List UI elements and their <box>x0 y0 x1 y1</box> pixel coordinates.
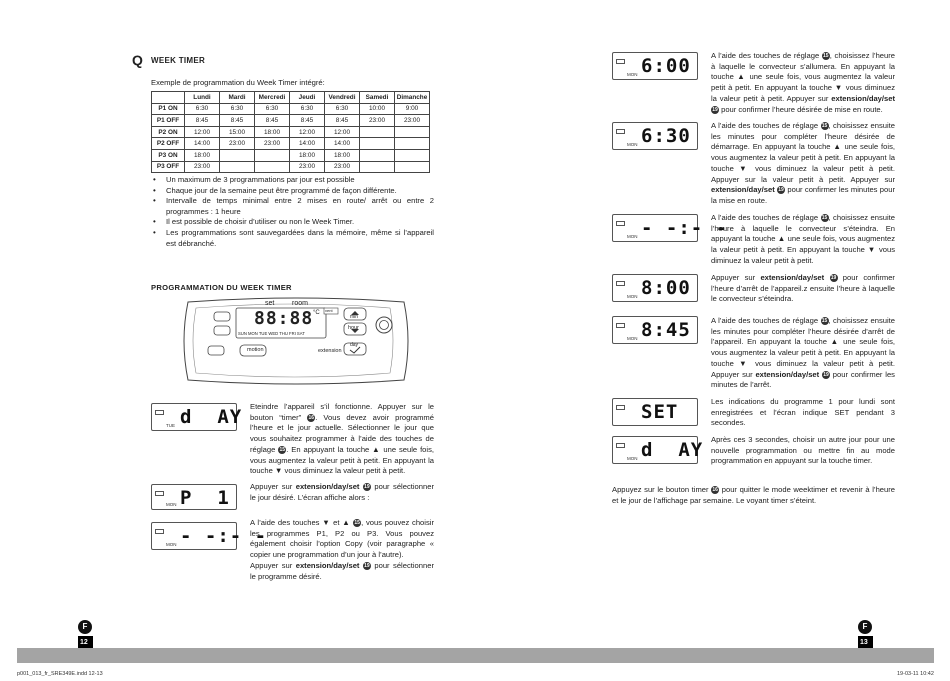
table-row <box>152 103 430 115</box>
lcd-display <box>612 52 698 80</box>
table-cell: 23:00 <box>185 161 220 173</box>
table-cell: 12:00 <box>325 126 360 138</box>
table-cell <box>395 149 430 161</box>
table-cell: 8:45 <box>290 115 325 127</box>
lcd-text: 6:30 <box>641 125 691 147</box>
table-cell: 8:45 <box>185 115 220 127</box>
table-cell <box>360 138 395 150</box>
lcd-text: 6:00 <box>641 55 691 77</box>
table-cell: 18:00 <box>290 149 325 161</box>
table-row <box>152 138 430 150</box>
table-intro: Exemple de programmation du Week Timer intégré: <box>151 78 325 87</box>
table-header: Dimanche <box>395 92 430 104</box>
panel-hour-button[interactable]: hour <box>348 325 360 331</box>
table-row <box>152 115 430 127</box>
lcd-text: 8:00 <box>641 277 691 299</box>
table-cell: 18:00 <box>255 126 290 138</box>
lcd-text: P 1 <box>180 487 230 509</box>
section-title: WEEK TIMER <box>151 56 206 65</box>
list-item: • Il est possible de choisir d’utiliser ou non le Week Timer. <box>151 217 434 228</box>
lcd-display <box>612 274 698 302</box>
control-panel-illustration <box>180 296 412 386</box>
lcd-text: - -:- - <box>641 217 729 239</box>
lcd-display <box>151 522 268 550</box>
step-text: Eteindre l’appareil s’il fonctionne. Appuyer sur le bouton “timer” 16. Vous devez avoir programmé l’heure et le jour actuelle. Sélectionner le jour que vous souhaitez programmer à l’aide des touches de réglage 15. En appuyant la touche ▲ une seule fois, vous augmentez la valeur petit à petit. En appuyant la touche ▼ vous diminuez la valeur petit à petit. <box>250 402 434 476</box>
panel-day-button[interactable]: day <box>350 342 359 348</box>
row-header: P2 ON <box>152 126 185 138</box>
table-cell: 12:00 <box>290 126 325 138</box>
table-row <box>152 149 430 161</box>
table-cell: 8:45 <box>325 115 360 127</box>
table-cell <box>395 138 430 150</box>
table-cell <box>395 161 430 173</box>
table-cell <box>360 161 395 173</box>
lcd-display <box>612 398 698 426</box>
feature-list <box>151 175 434 249</box>
lcd-day-tag: MON <box>627 294 638 299</box>
panel-min-button[interactable]: min <box>350 314 359 320</box>
table-cell <box>360 149 395 161</box>
table-cell: 8:45 <box>255 115 290 127</box>
lcd-text: - -:- - <box>180 525 268 547</box>
table-row <box>152 126 430 138</box>
step-text: Après ces 3 secondes, choisir un autre jour pour une nouvelle programmation ou mettre fin au mode programmation en appuyant sur la touche timer. <box>711 435 895 466</box>
step-text: A l’aide des touches de réglage 15, choisissez ensuite l’heure à laquelle le convecteur s’éteindra. En appuyant la touche ▲ une seule fois, vous augmentez la valeur petit à petit. En appuyant la touche ▼ vous diminuez la valeur petit à petit. <box>711 213 895 265</box>
lcd-display <box>151 484 237 510</box>
table-cell: 23:00 <box>220 138 255 150</box>
lcd-text: SET <box>641 401 679 423</box>
table-header: Lundi <box>185 92 220 104</box>
step-text: A l’aide des touches ▼ et ▲ 15, vous pouvez choisir les programmes P1, P2 ou P3. Vous pouvez également choisir l’option Copy (voir paragraphe « copier une programmation d’un jour à l’autre). Appuyer sur extension/day/set 19 pour sélectionner le programme désiré. <box>250 518 434 581</box>
table-cell: 18:00 <box>185 149 220 161</box>
step-text: Appuyer sur extension/day/set 19 pour sélectionner le jour désiré. L’écran affiche alors : <box>250 482 434 502</box>
lcd-text: d AY <box>641 439 704 461</box>
table-cell <box>255 149 290 161</box>
row-header: P1 OFF <box>152 115 185 127</box>
slug-left: p001_013_fr_SRE349E.indd 12-13 <box>17 671 103 677</box>
table-cell <box>395 126 430 138</box>
table-cell: 6:30 <box>255 103 290 115</box>
table-cell: 14:00 <box>185 138 220 150</box>
step-text: A l’aide des touches de réglage 15, choisissez ensuite les minutes pour compléter l’heure désirée d’arrêt de l’appareil. En appuyant la touche ▲ une seule fois, vous augmentez la valeur petit à petit. En appuyant la touche ▼ vous diminuez la valeur petit à petit. Appuyer sur extension/day/set 19 pour confirmer les minutes de l’arrêt. <box>711 316 895 390</box>
table-cell: 18:00 <box>325 149 360 161</box>
panel-lcd-digits: 88:88 <box>254 308 314 329</box>
week-timer-table <box>151 91 430 173</box>
lcd-day-tag: MON <box>627 336 638 341</box>
table-cell <box>220 149 255 161</box>
table-cell: 6:30 <box>290 103 325 115</box>
lcd-display <box>151 403 243 431</box>
lcd-display <box>612 214 729 242</box>
subsection-title: PROGRAMMATION DU WEEK TIMER <box>151 283 292 292</box>
slug-right: 19-03-11 10:42 <box>897 671 934 677</box>
lcd-day-tag: MON <box>166 542 177 547</box>
list-item: • Chaque jour de la semaine peut être programmé de façon différente. <box>151 186 434 197</box>
table-header: Jeudi <box>290 92 325 104</box>
table-cell <box>220 161 255 173</box>
step-text: Appuyer sur extension/day/set 19 pour confirmer l’heure d’arrêt de l’appareil.z ensuite l’heure à laquelle le convecteur s’éteindra. <box>711 273 895 304</box>
footer-bar <box>17 648 934 663</box>
table-header <box>152 92 185 104</box>
table-header: Vendredi <box>325 92 360 104</box>
lcd-text: 8:45 <box>641 319 691 341</box>
table-cell <box>360 126 395 138</box>
table-cell: 23:00 <box>395 115 430 127</box>
panel-extension-label: extension <box>318 348 342 354</box>
step-text: A l’aide des touches de réglage 15, choisissez ensuite les minutes pour compléter l’heure désirée de démarrage. En appuyant la touche ▲ une seule fois, vous augmentez la valeur petit à petit. En appuyant la touche ▼ vous diminuez la valeur petit à petit. Appuyer sur la valeur petit à petit. Appuyer sur extension/day/set 19 pour confirmer les minutes pour la mise en route. <box>711 121 895 205</box>
panel-label-room: room <box>292 300 308 307</box>
row-header: P3 OFF <box>152 161 185 173</box>
panel-day-row: SUN MON TUE WED THU FRI SAT <box>238 331 305 336</box>
table-header: Samedi <box>360 92 395 104</box>
lang-badge-left: F <box>78 620 92 634</box>
panel-label-set: set <box>265 300 275 307</box>
lcd-day-tag: MON <box>627 456 638 461</box>
lcd-display <box>612 316 698 344</box>
table-cell: 9:00 <box>395 103 430 115</box>
list-item: • Un maximum de 3 programmations par jour est possible <box>151 175 434 186</box>
table-cell: 14:00 <box>290 138 325 150</box>
table-cell: 23:00 <box>360 115 395 127</box>
page-number-left: 12 <box>80 639 88 646</box>
table-cell: 8:45 <box>220 115 255 127</box>
table-cell: 10:00 <box>360 103 395 115</box>
table-cell: 23:00 <box>290 161 325 173</box>
step-text: Les indications du programme 1 pour lundi sont enregistrées et l’écran indique SET pendant 3 secondes. <box>711 397 895 428</box>
list-item: • Intervalle de temps minimal entre 2 mises en route/ arrêt ou entre 2 programmes : 1 heure <box>151 196 434 217</box>
row-header: P2 OFF <box>152 138 185 150</box>
table-cell: 6:30 <box>185 103 220 115</box>
lcd-day-tag: MON <box>166 502 177 507</box>
table-cell: 14:00 <box>325 138 360 150</box>
section-letter: Q <box>132 52 143 68</box>
table-cell: 12:00 <box>185 126 220 138</box>
lcd-day-tag: TUE <box>166 423 175 428</box>
lcd-day-tag: MON <box>627 234 638 239</box>
lcd-day-tag: MON <box>627 72 638 77</box>
lcd-display <box>612 436 704 464</box>
lcd-day-tag: MON <box>627 142 638 147</box>
lcd-display <box>612 122 698 150</box>
closing-paragraph: Appuyez sur le bouton timer 16 pour quitter le mode weektimer et revenir à l’heure et le jour de l’affichage par semaine. Le voyant timer s’éteint. <box>612 485 895 505</box>
table-cell: 6:30 <box>325 103 360 115</box>
list-item: • Les programmations sont sauvegardées dans la mémoire, même si l’appareil est débranché. <box>151 228 434 249</box>
table-cell: 23:00 <box>325 161 360 173</box>
table-header: Mardi <box>220 92 255 104</box>
panel-lcd-unit: °C <box>313 310 320 316</box>
row-header: P3 ON <box>152 149 185 161</box>
table-cell: 23:00 <box>255 138 290 150</box>
table-cell <box>255 161 290 173</box>
table-cell: 15:00 <box>220 126 255 138</box>
table-cell: 6:30 <box>220 103 255 115</box>
row-header: P1 ON <box>152 103 185 115</box>
panel-motion-button[interactable]: motion <box>247 347 264 353</box>
lang-badge-right: F <box>858 620 872 634</box>
panel-vent-label: vent <box>325 308 333 313</box>
table-row <box>152 161 430 173</box>
step-text: A l’aide des touches de réglage 15, choisissez l’heure à laquelle le convecteur s’allumera. En appuyant la touche ▲ une seule fois, vous augmentez la valeur petit à petit. En appuyant la touche ▼ vous diminuez la valeur petit à petit. Appuyer sur extension/day/set 19 pour confirmer l’heure désirée de mise en route. <box>711 51 895 114</box>
lcd-text: d AY <box>180 406 243 428</box>
page-number-right: 13 <box>860 639 868 646</box>
table-header: Mercredi <box>255 92 290 104</box>
